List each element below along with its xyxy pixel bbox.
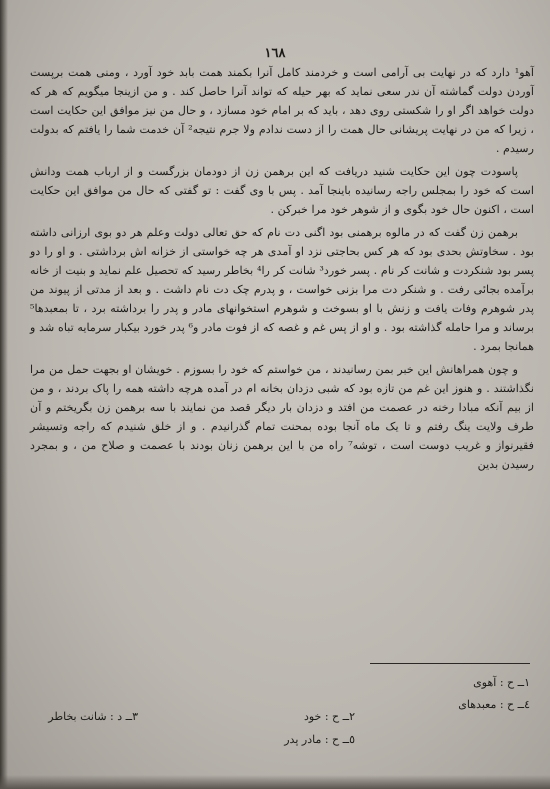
paragraph-2: پاسودت چون این حکایت شنید دریافت که این برهمن زن از دودمان بزرگست و از ارباب همت ودانش است که خود را بمجلس راجه رسانیده باینجا آمد . پس با وی گفت : تو گفتی که حال من موافق این حکایت است ، اکنون حال خود بگوی و از شوهر خود مرا خبرکن . [30,165,534,216]
footnote-divider [370,663,530,664]
footnote-5: ٥ــ ح : مادر پدر [284,733,355,746]
paragraph-4: و چون همراهانش این خبر بمن رسانیدند ، من خواستم که خود را بسوزم . خویشان او بجهت حمل من مرا نگذاشتند . و هنوز این غم من تازه بود که شبی دزدان بخانه ام در آمده هرچه داشته همه را پاک بردند ، و من از بیم آنکه مبادا رخنه در عصمت من افتد و دزدان بار دیگر قصد من نمایند با سه برهمن زن بگریختم و آن طرف ولایت ینگ رفتم و تا یک ماه آنجا بوده بمحنت تمام گذرانیدم . و از خلق شنیدم که راجه وتسیشر فقیرنواز و غریب دوست است ، توشه⁷ راه من با این برهمن زنان بودند با عصمت و صلاح من ، و بمجرد رسیدن بدین [30,363,534,471]
body-text [30,63,534,478]
footnote-2: ٢ــ ح : خود [303,710,355,723]
footnote-4: ٤ــ ح : معبدهای [458,698,530,711]
paragraph-3: برهمن زن گفت که در مالوه برهمنی بود اگنی دت نام که حق تعالی دولت وعلم هر دو بوی ارزانی داشته بود . سخاوتش بحدی بود که هر کس بحاجتی نزد او آمدی هر چه خواستی از خزانه اش برداشتی . و او را دو پسر بود شنکردت و شانت کر نام . پسر خورد³ شانت کر را⁴ بخاطر رسید که تحصیل علم نماید و بنیت از خانه برآمده بجائی رفت . و شنکر دت مرا بزنی خواست ، و پدرم چک دت نام داشت . و بعد از مدتی از پیوند من پدر شوهرم وفات یافت و زنش با او بسوخت و شوهرم استخوانهای مادر و پدر را برداشته برد ، تا بمعبدها⁵ برساند و مرا حامله گذاشته بود . و او از پس غم و غصه که از فوت مادر و⁶ پدر خورد بیکبار سرمایه تباه شد و همانجا بمرد . [30,226,535,353]
paragraph-1: آهو¹ دارد که در نهایت بی آرامی است و خردمند کامل آنرا بکمند همت بابد خود آورد ، ومنی همت برپست آوردن دولت گماشته آن ندر سعی نماید که بهر حیله که تواند آنرا حاصل کند . و من ازینجا میگویم که هر که دولت خواهد اگر او را شکستی روی دهد ، باید که بر امام خود مسازد ، و حال من نیز موافق این حکایت است ، زیرا که من در نهایت پریشانی حال همت را از دست ندادم ولا جرم نتیجه² آن خدمت شما را یافتم که بدولت رسیدم . [30,66,534,155]
page-shadow-left [0,0,8,789]
footnote-3: ٣ــ د : شانت بخاطر [48,710,138,723]
page-number: ١٦٨ [264,46,286,61]
footnote-1: ١ــ ح : آهوی [473,676,530,689]
page-shadow-bottom [0,775,550,789]
